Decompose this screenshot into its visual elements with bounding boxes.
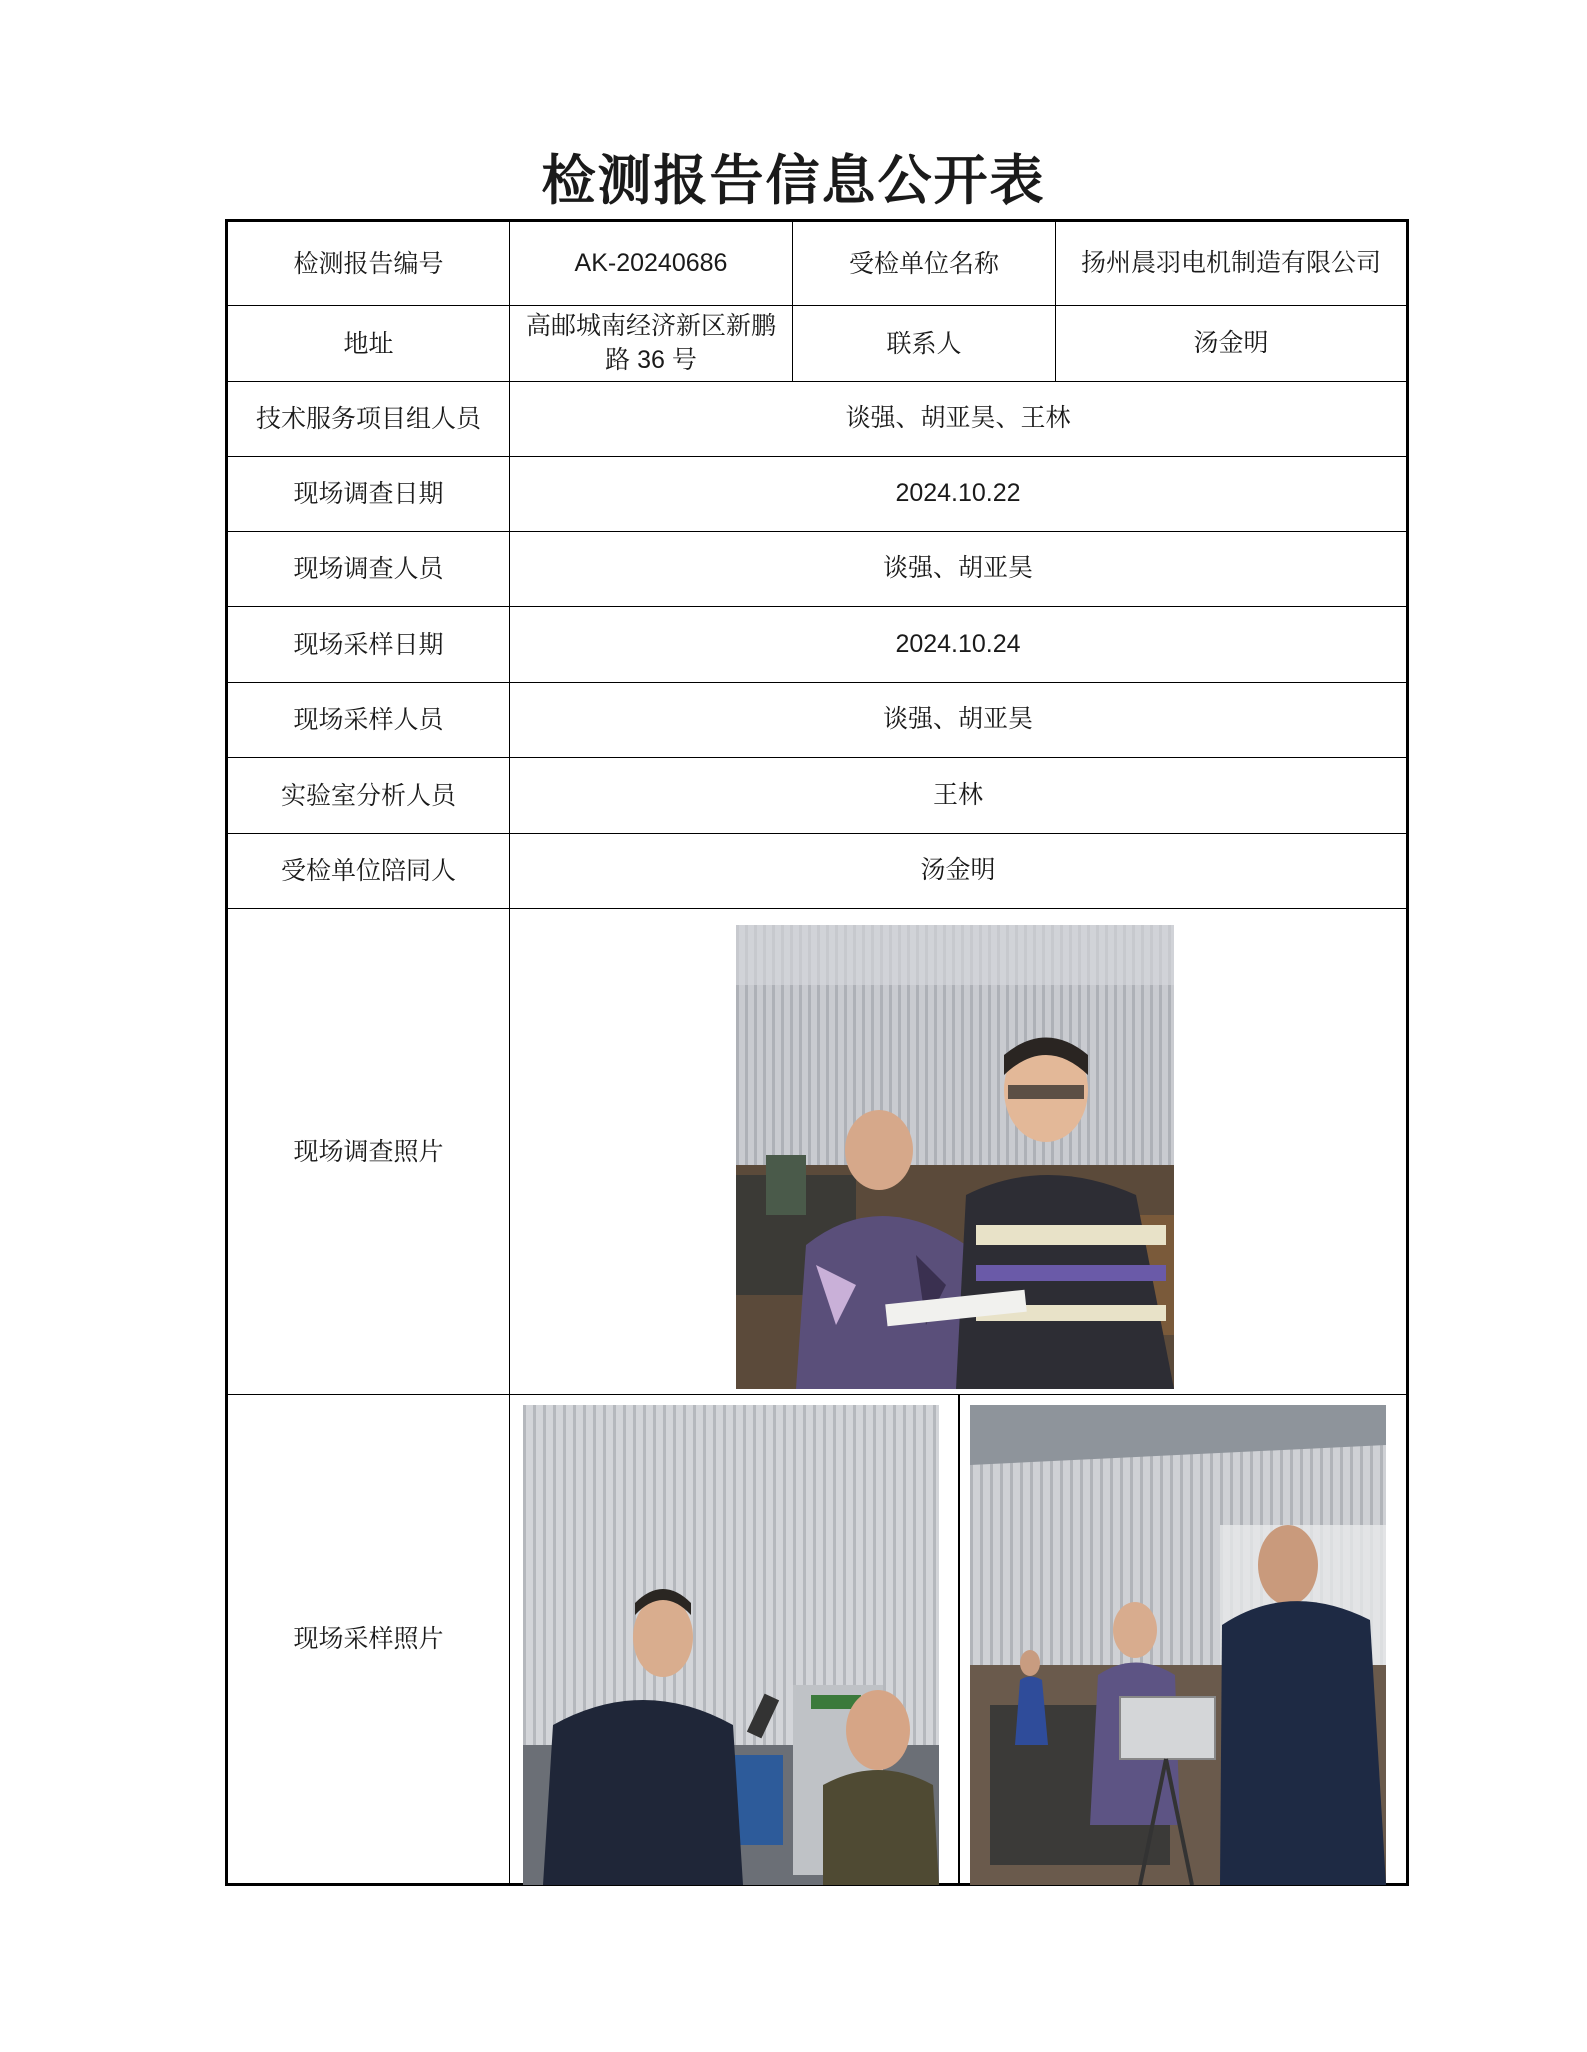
sampling-photo-cell [510, 1395, 1408, 1885]
lab-staff-label: 实验室分析人员 [227, 758, 510, 834]
lab-staff-value: 王林 [510, 758, 1408, 834]
sampling-photo-2 [970, 1405, 1386, 1885]
sampling-photo-1-image [523, 1405, 939, 1885]
sampling-staff-label: 现场采样人员 [227, 683, 510, 758]
team-value: 谈强、胡亚昊、王林 [510, 382, 1408, 457]
sampling-date-label: 现场采样日期 [227, 607, 510, 683]
row-survey-photo [227, 909, 1408, 1395]
survey-staff-value: 谈强、胡亚昊 [510, 532, 1408, 607]
row-sampling-date [227, 607, 1408, 683]
row-sampling-photo [227, 1395, 1408, 1885]
sampling-photo-label: 现场采样照片 [227, 1395, 510, 1885]
address-value: 高邮城南经济新区新鹏路 36 号 [510, 306, 793, 382]
report-no-label: 检测报告编号 [227, 221, 510, 306]
row-report-no [227, 221, 1408, 306]
escort-value: 汤金明 [510, 834, 1408, 909]
survey-date-value: 2024.10.22 [510, 457, 1408, 532]
contact-label: 联系人 [793, 306, 1056, 382]
escort-label: 受检单位陪同人 [227, 834, 510, 909]
contact-value: 汤金明 [1056, 306, 1408, 382]
survey-staff-label: 现场调查人员 [227, 532, 510, 607]
sampling-date-value: 2024.10.24 [510, 607, 1408, 683]
sampling-photo-1 [523, 1405, 939, 1885]
row-escort [227, 834, 1408, 909]
survey-photo [736, 925, 1174, 1389]
address-label: 地址 [227, 306, 510, 382]
row-survey-staff [227, 532, 1408, 607]
row-sampling-staff [227, 683, 1408, 758]
survey-photo-label: 现场调查照片 [227, 909, 510, 1395]
survey-photo-cell [510, 909, 1408, 1395]
row-address [227, 306, 1408, 382]
row-survey-date [227, 457, 1408, 532]
team-label: 技术服务项目组人员 [227, 382, 510, 457]
row-team [227, 382, 1408, 457]
sampling-staff-value: 谈强、胡亚昊 [510, 683, 1408, 758]
report-no-value: AK-20240686 [510, 221, 793, 306]
unit-name-value: 扬州晨羽电机制造有限公司 [1056, 221, 1408, 306]
unit-name-label: 受检单位名称 [793, 221, 1056, 306]
report-info-table [225, 219, 1409, 1886]
sampling-photo-2-image [970, 1405, 1386, 1885]
survey-photo-image [736, 925, 1174, 1389]
survey-date-label: 现场调查日期 [227, 457, 510, 532]
page-title: 检测报告信息公开表 [541, 149, 1046, 212]
photo-divider [958, 1395, 960, 1883]
row-lab-staff [227, 758, 1408, 834]
